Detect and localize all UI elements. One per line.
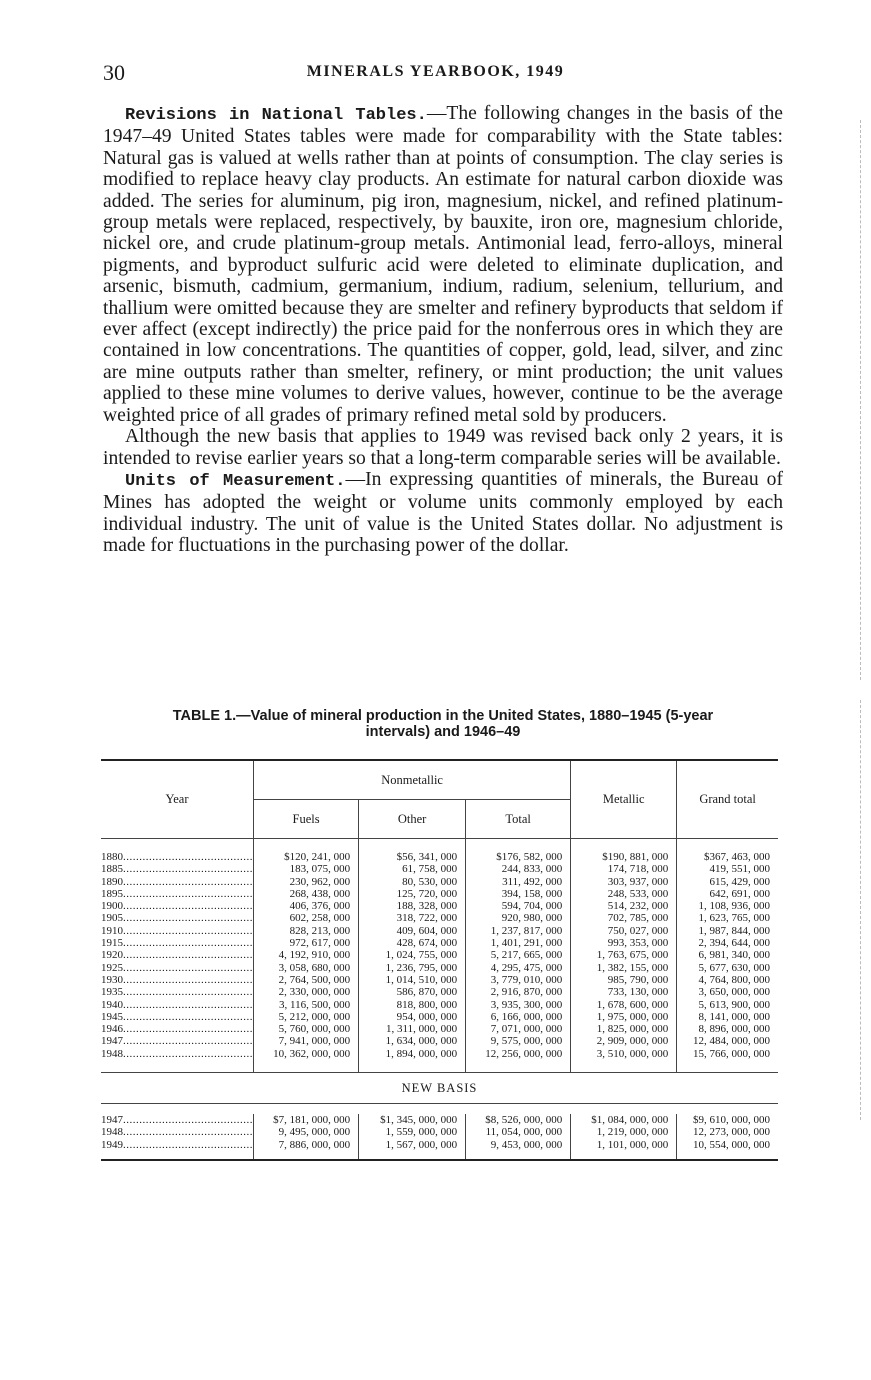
year-label: 1915 bbox=[101, 937, 123, 950]
cell-grand-total: 10, 554, 000, 000 bbox=[677, 1139, 778, 1151]
cell-total: 7, 071, 000, 000 bbox=[466, 1023, 571, 1035]
paragraph-text: Although the new basis that applies to 1949 was revised back only 2 years, it is intended to revise earlier years so that a long-term comparable series will be available. bbox=[103, 426, 783, 469]
cell-total: 594, 704, 000 bbox=[466, 900, 571, 912]
cell-year bbox=[101, 962, 254, 974]
table-body-new-basis bbox=[101, 1114, 778, 1151]
cell-metallic: 303, 937, 000 bbox=[571, 876, 677, 888]
leader-dots: ........................................ bbox=[123, 1047, 253, 1060]
cell-fuels: 5, 212, 000, 000 bbox=[254, 1011, 359, 1023]
paragraph-units bbox=[103, 469, 783, 557]
leader-dots: ........................................ bbox=[123, 986, 253, 999]
table-row bbox=[101, 1035, 778, 1047]
paragraph-new-basis bbox=[103, 426, 783, 469]
table-body-old-basis bbox=[101, 839, 778, 1061]
cell-grand-total: 8, 141, 000, 000 bbox=[677, 1011, 778, 1023]
cell-other: $1, 345, 000, 000 bbox=[359, 1114, 466, 1126]
cell-other: 80, 530, 000 bbox=[359, 876, 466, 888]
year-label: 1935 bbox=[101, 986, 123, 999]
leader-dots: ........................................ bbox=[123, 887, 253, 900]
cell-metallic: 174, 718, 000 bbox=[571, 863, 677, 875]
leader-dots: ........................................ bbox=[123, 1010, 253, 1023]
cell-year bbox=[101, 949, 254, 961]
cell-grand-total: 3, 650, 000, 000 bbox=[677, 986, 778, 998]
cell-total: 5, 217, 665, 000 bbox=[466, 949, 571, 961]
leader-dots: ........................................ bbox=[123, 973, 253, 986]
cell-total: 311, 492, 000 bbox=[466, 876, 571, 888]
paragraph-text: —In expressing quantities of minerals, the Bureau of Mines has adopted the weight or volume units commonly employed by each individual industry. The unit of value is the United States dollar. No adjustment is made for fluctuations in the purchasing power of the dollar. bbox=[103, 468, 783, 557]
cell-grand-total: 419, 551, 000 bbox=[677, 863, 778, 875]
year-label: 1948 bbox=[101, 1047, 123, 1060]
year-label: 1949 bbox=[101, 1138, 123, 1151]
leader-dots: ........................................ bbox=[123, 937, 253, 950]
cell-year bbox=[101, 999, 254, 1011]
cell-fuels: 10, 362, 000, 000 bbox=[254, 1048, 359, 1060]
cell-metallic: 3, 510, 000, 000 bbox=[571, 1048, 677, 1060]
cell-other: 1, 567, 000, 000 bbox=[359, 1139, 466, 1151]
year-label: 1948 bbox=[101, 1126, 123, 1139]
table-row bbox=[101, 937, 778, 949]
cell-other: 1, 311, 000, 000 bbox=[359, 1023, 466, 1035]
cell-grand-total: 12, 273, 000, 000 bbox=[677, 1126, 778, 1138]
cell-fuels: 602, 258, 000 bbox=[254, 912, 359, 924]
cell-year bbox=[101, 974, 254, 986]
header-other: Other bbox=[359, 800, 466, 839]
cell-metallic: 514, 232, 000 bbox=[571, 900, 677, 912]
cell-fuels: 9, 495, 000, 000 bbox=[254, 1126, 359, 1138]
cell-grand-total: 5, 677, 630, 000 bbox=[677, 962, 778, 974]
table-row bbox=[101, 900, 778, 912]
cell-grand-total: 1, 623, 765, 000 bbox=[677, 912, 778, 924]
cell-grand-total: 6, 981, 340, 000 bbox=[677, 949, 778, 961]
scan-edge-mark bbox=[860, 700, 867, 1120]
year-label: 1930 bbox=[101, 973, 123, 986]
cell-year bbox=[101, 876, 254, 888]
header-total: Total bbox=[466, 800, 571, 839]
cell-metallic: 2, 909, 000, 000 bbox=[571, 1035, 677, 1047]
cell-metallic: 1, 975, 000, 000 bbox=[571, 1011, 677, 1023]
cell-metallic: $1, 084, 000, 000 bbox=[571, 1114, 677, 1126]
cell-year bbox=[101, 986, 254, 998]
table-row bbox=[101, 1126, 778, 1138]
table-row bbox=[101, 999, 778, 1011]
cell-year bbox=[101, 888, 254, 900]
cell-grand-total: 15, 766, 000, 000 bbox=[677, 1048, 778, 1060]
table-row bbox=[101, 1011, 778, 1023]
cell-total: 244, 833, 000 bbox=[466, 863, 571, 875]
cell-year bbox=[101, 863, 254, 875]
table-body-new-basis-header bbox=[101, 1060, 778, 1114]
cell-other: 1, 634, 000, 000 bbox=[359, 1035, 466, 1047]
cell-fuels: 406, 376, 000 bbox=[254, 900, 359, 912]
year-label: 1920 bbox=[101, 949, 123, 962]
leader-dots: ........................................ bbox=[123, 998, 253, 1011]
cell-fuels: 183, 075, 000 bbox=[254, 863, 359, 875]
table-row bbox=[101, 962, 778, 974]
cell-other: 1, 559, 000, 000 bbox=[359, 1126, 466, 1138]
paragraph-text: —The following changes in the basis of the 1947–49 United States tables were made for comparability with the State tables: Natural gas is valued at wells rather than at points of consumption. The clay series is modified to replace heavy clay products. An estimate for natural carbon dioxide was added. The series for aluminum, pig iron, magnesium, nickel, and refined platinum-group metals were replaced, respectively, by bauxite, iron ore, magnesium chloride, nickel ore, and crude platinum-group metals. Antimonial lead, ferro-alloys, mineral pigments, and byproduct sulfuric acid were deleted to eliminate duplication, and arsenic, bismuth, cadmium, germanium, indium, radium, selenium, tellurium, and thallium were omitted because they are smelter and refinery byproducts that seldom if ever affect (except indirectly) the price paid for the nonferrous ores in which they are contained in low concentrations. The quantities of copper, gold, lead, silver, and zinc are mine outputs rather than smelter, refinery, or mint production; the unit values applied to these mine volumes to derive values, however, continue to be the average weighted price of all grades of primary refined metal sold by producers. bbox=[103, 103, 783, 426]
leader-dots: ........................................ bbox=[123, 1126, 253, 1139]
table-row bbox=[101, 1048, 778, 1060]
cell-other: 1, 024, 755, 000 bbox=[359, 949, 466, 961]
cell-year bbox=[101, 1114, 254, 1126]
cell-total: 1, 401, 291, 000 bbox=[466, 937, 571, 949]
year-label: 1947 bbox=[101, 1035, 123, 1048]
leader-dots: ........................................ bbox=[123, 924, 253, 937]
cell-fuels: 4, 192, 910, 000 bbox=[254, 949, 359, 961]
paragraph-revisions bbox=[103, 103, 783, 426]
header-grand-total: Grand total bbox=[677, 760, 778, 839]
table-row bbox=[101, 949, 778, 961]
cell-total: 394, 158, 000 bbox=[466, 888, 571, 900]
cell-metallic: 1, 101, 000, 000 bbox=[571, 1139, 677, 1151]
mineral-value-table bbox=[101, 759, 778, 1161]
new-basis-label: NEW BASIS bbox=[401, 1080, 478, 1095]
cell-other: 318, 722, 000 bbox=[359, 912, 466, 924]
cell-metallic: 733, 130, 000 bbox=[571, 986, 677, 998]
header-fuels: Fuels bbox=[254, 800, 359, 839]
cell-year bbox=[101, 912, 254, 924]
cell-fuels: 2, 764, 500, 000 bbox=[254, 974, 359, 986]
table-row bbox=[101, 863, 778, 875]
header-metallic: Metallic bbox=[571, 760, 677, 839]
cell-other: 1, 236, 795, 000 bbox=[359, 962, 466, 974]
leader-dots: ........................................ bbox=[123, 875, 253, 888]
cell-other: 61, 758, 000 bbox=[359, 863, 466, 875]
cell-year bbox=[101, 925, 254, 937]
cell-year bbox=[101, 1139, 254, 1151]
table-row bbox=[101, 888, 778, 900]
leader-dots: ........................................ bbox=[123, 1035, 253, 1048]
cell-fuels: 972, 617, 000 bbox=[254, 937, 359, 949]
cell-year bbox=[101, 1035, 254, 1047]
cell-fuels: 828, 213, 000 bbox=[254, 925, 359, 937]
cell-metallic: 993, 353, 000 bbox=[571, 937, 677, 949]
cell-metallic: 1, 382, 155, 000 bbox=[571, 962, 677, 974]
cell-grand-total: 8, 896, 000, 000 bbox=[677, 1023, 778, 1035]
cell-grand-total: 4, 764, 800, 000 bbox=[677, 974, 778, 986]
cell-total: 9, 575, 000, 000 bbox=[466, 1035, 571, 1047]
cell-fuels: 3, 058, 680, 000 bbox=[254, 962, 359, 974]
cell-total: 1, 237, 817, 000 bbox=[466, 925, 571, 937]
cell-year bbox=[101, 851, 254, 863]
cell-grand-total: 615, 429, 000 bbox=[677, 876, 778, 888]
cell-grand-total: $9, 610, 000, 000 bbox=[677, 1114, 778, 1126]
cell-grand-total: $367, 463, 000 bbox=[677, 851, 778, 863]
table-row bbox=[101, 986, 778, 998]
cell-fuels: 7, 941, 000, 000 bbox=[254, 1035, 359, 1047]
year-label: 1945 bbox=[101, 1010, 123, 1023]
header-nonmetallic: Nonmetallic bbox=[254, 760, 571, 800]
cell-total: 2, 916, 870, 000 bbox=[466, 986, 571, 998]
table-row bbox=[101, 876, 778, 888]
cell-fuels: 3, 116, 500, 000 bbox=[254, 999, 359, 1011]
leader-dots: ........................................ bbox=[123, 1138, 253, 1151]
year-label: 1910 bbox=[101, 924, 123, 937]
cell-fuels: 230, 962, 000 bbox=[254, 876, 359, 888]
leader-dots: ........................................ bbox=[123, 912, 253, 925]
cell-other: 1, 014, 510, 000 bbox=[359, 974, 466, 986]
cell-other: 125, 720, 000 bbox=[359, 888, 466, 900]
cell-year bbox=[101, 1048, 254, 1060]
body-text bbox=[103, 103, 783, 557]
cell-fuels: $120, 241, 000 bbox=[254, 851, 359, 863]
leader-dots: ........................................ bbox=[123, 851, 253, 863]
cell-metallic: 985, 790, 000 bbox=[571, 974, 677, 986]
cell-fuels: 2, 330, 000, 000 bbox=[254, 986, 359, 998]
cell-other: 1, 894, 000, 000 bbox=[359, 1048, 466, 1060]
leader-dots: ........................................ bbox=[123, 1114, 253, 1127]
cell-other: 428, 674, 000 bbox=[359, 937, 466, 949]
cell-total: 3, 935, 300, 000 bbox=[466, 999, 571, 1011]
year-label: 1940 bbox=[101, 998, 123, 1011]
cell-total: 4, 295, 475, 000 bbox=[466, 962, 571, 974]
cell-other: $56, 341, 000 bbox=[359, 851, 466, 863]
cell-metallic: 248, 533, 000 bbox=[571, 888, 677, 900]
cell-total: 6, 166, 000, 000 bbox=[466, 1011, 571, 1023]
cell-total: $8, 526, 000, 000 bbox=[466, 1114, 571, 1126]
leader-dots: ........................................ bbox=[123, 949, 253, 962]
cell-other: 818, 800, 000 bbox=[359, 999, 466, 1011]
cell-grand-total: 5, 613, 900, 000 bbox=[677, 999, 778, 1011]
cell-metallic: 1, 763, 675, 000 bbox=[571, 949, 677, 961]
year-label: 1905 bbox=[101, 912, 123, 925]
cell-grand-total: 1, 987, 844, 000 bbox=[677, 925, 778, 937]
cell-other: 188, 328, 000 bbox=[359, 900, 466, 912]
cell-fuels: 5, 760, 000, 000 bbox=[254, 1023, 359, 1035]
cell-year bbox=[101, 1023, 254, 1035]
scan-edge-mark bbox=[860, 120, 867, 680]
cell-fuels: 7, 886, 000, 000 bbox=[254, 1139, 359, 1151]
cell-year bbox=[101, 937, 254, 949]
cell-metallic: $190, 881, 000 bbox=[571, 851, 677, 863]
cell-metallic: 1, 219, 000, 000 bbox=[571, 1126, 677, 1138]
table-row bbox=[101, 1114, 778, 1126]
running-title: MINERALS YEARBOOK, 1949 bbox=[306, 63, 565, 80]
cell-metallic: 702, 785, 000 bbox=[571, 912, 677, 924]
table-row bbox=[101, 851, 778, 863]
header-year: Year bbox=[101, 760, 254, 839]
cell-total: 3, 779, 010, 000 bbox=[466, 974, 571, 986]
cell-total: 11, 054, 000, 000 bbox=[466, 1126, 571, 1138]
cell-total: 12, 256, 000, 000 bbox=[466, 1048, 571, 1060]
cell-metallic: 1, 825, 000, 000 bbox=[571, 1023, 677, 1035]
table-row bbox=[101, 925, 778, 937]
table-row bbox=[101, 912, 778, 924]
cell-total: 9, 453, 000, 000 bbox=[466, 1139, 571, 1151]
leader-dots: ........................................ bbox=[123, 863, 253, 876]
year-label: 1946 bbox=[101, 1023, 123, 1036]
leader-dots: ........................................ bbox=[123, 961, 253, 974]
cell-grand-total: 642, 691, 000 bbox=[677, 888, 778, 900]
cell-metallic: 1, 678, 600, 000 bbox=[571, 999, 677, 1011]
year-label: 1925 bbox=[101, 961, 123, 974]
table-row bbox=[101, 974, 778, 986]
paragraph-lead: Revisions in National Tables. bbox=[125, 106, 427, 125]
year-label: 1890 bbox=[101, 875, 123, 888]
cell-total: 920, 980, 000 bbox=[466, 912, 571, 924]
table-title bbox=[103, 708, 783, 740]
cell-year bbox=[101, 900, 254, 912]
year-label: 1900 bbox=[101, 900, 123, 913]
cell-grand-total: 2, 394, 644, 000 bbox=[677, 937, 778, 949]
table-title-line: TABLE 1.—Value of mineral production in the United States, 1880–1945 (5-year bbox=[172, 708, 714, 724]
cell-other: 409, 604, 000 bbox=[359, 925, 466, 937]
table-title-line: intervals) and 1946–49 bbox=[365, 724, 521, 740]
cell-grand-total: 12, 484, 000, 000 bbox=[677, 1035, 778, 1047]
cell-other: 586, 870, 000 bbox=[359, 986, 466, 998]
cell-fuels: 268, 438, 000 bbox=[254, 888, 359, 900]
page-number: 30 bbox=[103, 60, 125, 85]
year-label: 1885 bbox=[101, 863, 123, 876]
leader-dots: ........................................ bbox=[123, 1023, 253, 1036]
cell-year bbox=[101, 1126, 254, 1138]
cell-fuels: $7, 181, 000, 000 bbox=[254, 1114, 359, 1126]
table-row bbox=[101, 1023, 778, 1035]
year-label: 1895 bbox=[101, 887, 123, 900]
year-label: 1947 bbox=[101, 1114, 123, 1127]
cell-total: $176, 582, 000 bbox=[466, 851, 571, 863]
year-label: 1880 bbox=[101, 851, 123, 863]
table-row bbox=[101, 1139, 778, 1151]
leader-dots: ........................................ bbox=[123, 900, 253, 913]
cell-other: 954, 000, 000 bbox=[359, 1011, 466, 1023]
cell-metallic: 750, 027, 000 bbox=[571, 925, 677, 937]
cell-year bbox=[101, 1011, 254, 1023]
cell-grand-total: 1, 108, 936, 000 bbox=[677, 900, 778, 912]
paragraph-lead: Units of Measurement. bbox=[125, 471, 346, 491]
